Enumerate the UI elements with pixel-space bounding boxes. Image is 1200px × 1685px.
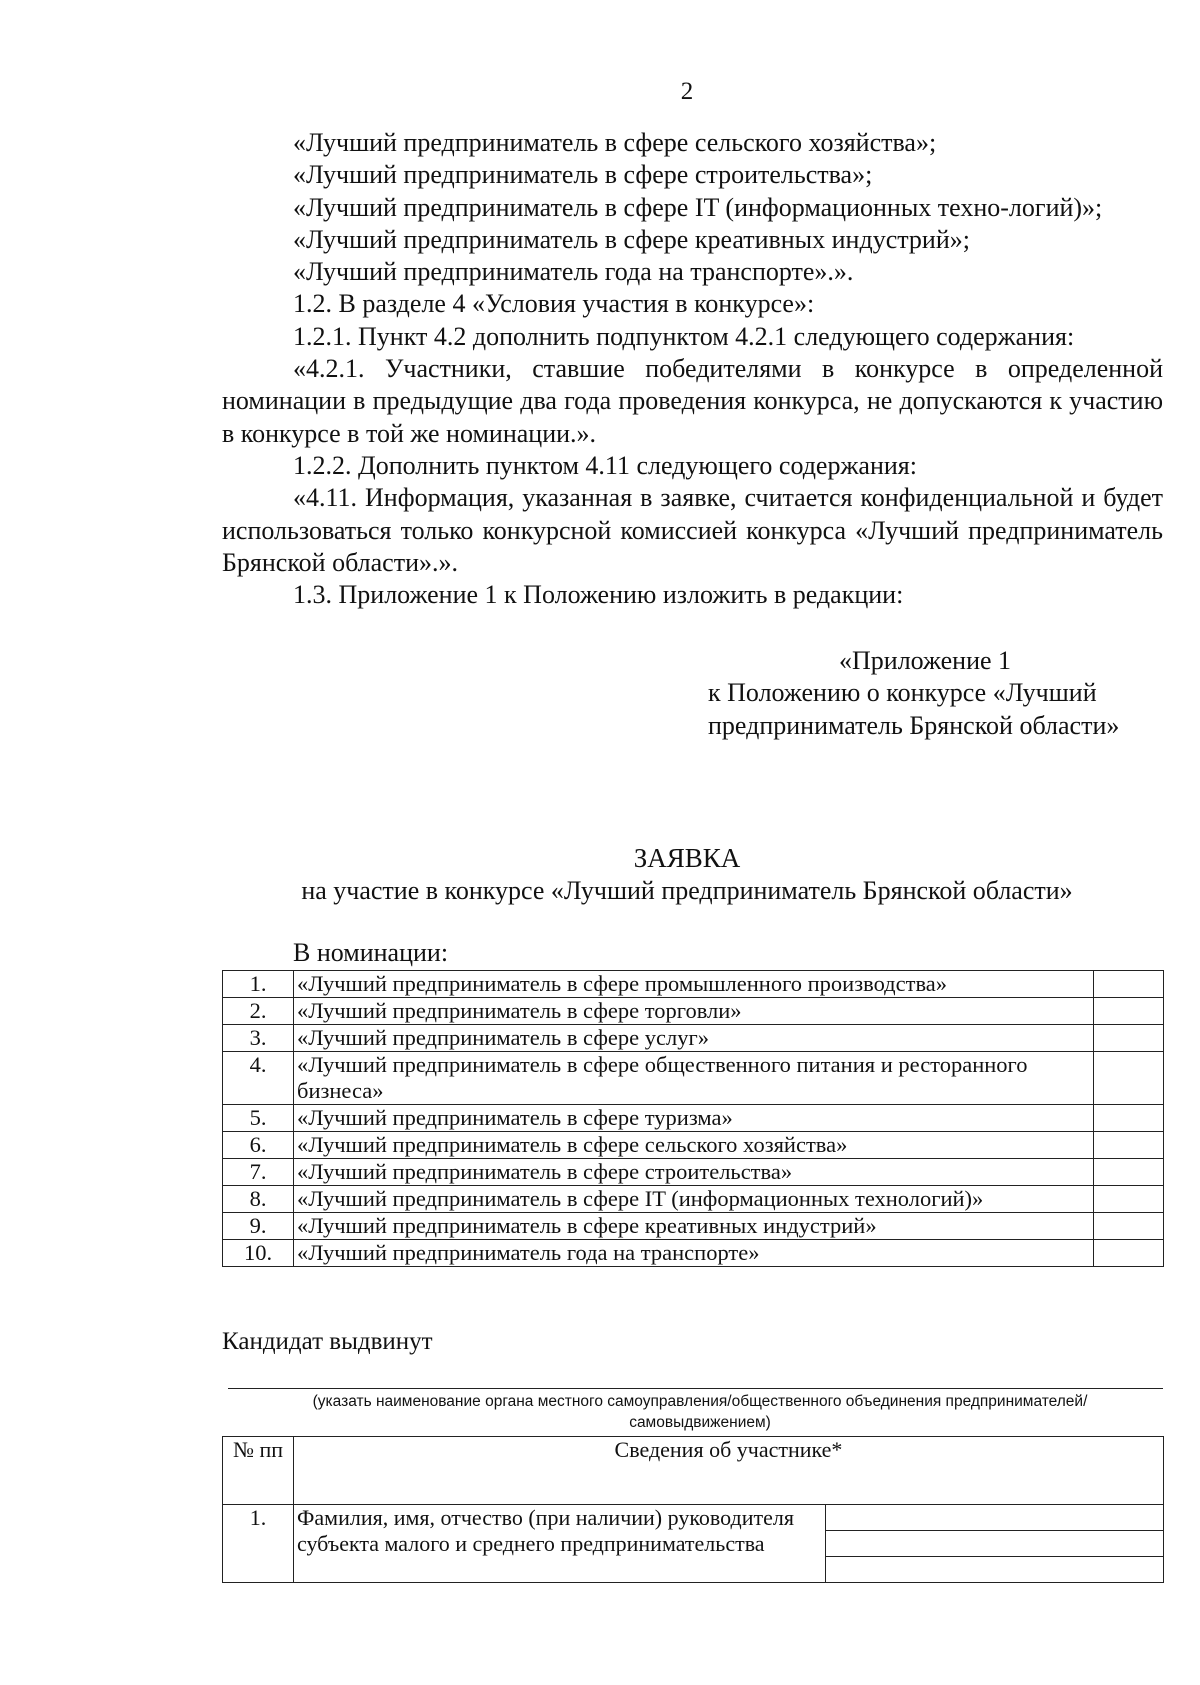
row-number: 10.: [223, 1240, 294, 1267]
table-row: [223, 1505, 1164, 1583]
nomination-name: «Лучший предприниматель в сфере туризма»: [294, 1105, 1094, 1132]
row-number: 1.: [223, 1505, 294, 1583]
candidate-label: Кандидат выдвинут: [222, 1328, 433, 1355]
table-row: [223, 1132, 1164, 1159]
table-row: [223, 971, 1164, 998]
checkbox-cell[interactable]: [1094, 1025, 1164, 1052]
nomination-name: «Лучший предприниматель в сфере креативных индустрий»: [294, 1213, 1094, 1240]
form-title: ЗАЯВКА: [633, 843, 741, 873]
nomination-name: «Лучший предприниматель в сфере торговли»: [294, 998, 1094, 1025]
row-number: 7.: [223, 1159, 294, 1186]
paragraph: «4.2.1. Участники, ставшие победителями в конкурсе в определенной номинации в предыдущие два года проведения конкурса, не допускаются к участию в конкурсе в той же номинации.».: [222, 354, 1163, 448]
header-title: Сведения об участнике*: [294, 1437, 1164, 1505]
table-row: [223, 1052, 1164, 1105]
nomination-name: «Лучший предприниматель в сфере строительства»: [294, 1159, 1094, 1186]
checkbox-cell[interactable]: [1094, 1159, 1164, 1186]
answer-line[interactable]: [826, 1557, 1163, 1582]
row-number: 3.: [223, 1025, 294, 1052]
checkbox-cell[interactable]: [1094, 1186, 1164, 1213]
checkbox-cell[interactable]: [1094, 1052, 1164, 1105]
form-subtitle: на участие в конкурсе «Лучший предприниматель Брянской области»: [301, 876, 1073, 905]
checkbox-cell[interactable]: [1094, 971, 1164, 998]
row-number: 4.: [223, 1052, 294, 1105]
appendix-line: предприниматель Брянской области»: [708, 710, 1120, 740]
table-row: [223, 1186, 1164, 1213]
header-number: № пп: [223, 1437, 294, 1505]
nomination-name: «Лучший предприниматель года на транспорте»: [294, 1240, 1094, 1267]
page-number: 2: [680, 78, 694, 105]
row-number: 2.: [223, 998, 294, 1025]
table-row: [223, 1159, 1164, 1186]
appendix-line: к Положению о конкурсе «Лучший: [708, 678, 1097, 708]
row-number: 8.: [223, 1186, 294, 1213]
answer-cell[interactable]: [826, 1505, 1164, 1583]
paragraph: «Лучший предприниматель в сфере строительства»;: [293, 160, 873, 190]
paragraph: 1.3. Приложение 1 к Положению изложить в редакции:: [293, 580, 904, 610]
table-header-row: [223, 1437, 1164, 1505]
row-number: 6.: [223, 1132, 294, 1159]
fill-in-line[interactable]: [228, 1388, 1163, 1389]
table-row: [223, 1213, 1164, 1240]
nomination-name: «Лучший предприниматель в сфере IT (информационных технологий)»: [294, 1186, 1094, 1213]
paragraph: «Лучший предприниматель в сфере IT (информационных техно-логий)»;: [293, 192, 1103, 222]
participant-info-table: [222, 1436, 1164, 1583]
row-number: 1.: [223, 971, 294, 998]
paragraph: «Лучший предприниматель в сфере сельского хозяйства»;: [293, 128, 937, 157]
table-row: [223, 1240, 1164, 1267]
section-heading: 1.2. В разделе 4 «Условия участия в конкурсе»:: [293, 289, 815, 319]
nomination-name: «Лучший предприниматель в сфере сельского хозяйства»: [294, 1132, 1094, 1159]
nomination-name: «Лучший предприниматель в сфере промышленного производства»: [294, 971, 1094, 998]
table-row: [223, 998, 1164, 1025]
paragraph: «Лучший предприниматель в сфере креативных индустрий»;: [293, 224, 970, 254]
appendix-header: [708, 645, 1119, 742]
paragraph: 1.2.1. Пункт 4.2 дополнить подпунктом 4.2.1 следующего содержания:: [293, 321, 1075, 351]
checkbox-cell[interactable]: [1094, 1240, 1164, 1267]
checkbox-cell[interactable]: [1094, 1105, 1164, 1132]
row-number: 9.: [223, 1213, 294, 1240]
row-label: Фамилия, имя, отчество (при наличии) руководителя субъекта малого и среднего предпринимательства: [294, 1505, 826, 1583]
nomination-label: В номинации:: [293, 938, 449, 967]
answer-line[interactable]: [826, 1505, 1163, 1531]
checkbox-cell[interactable]: [1094, 1213, 1164, 1240]
checkbox-cell[interactable]: [1094, 998, 1164, 1025]
checkbox-cell[interactable]: [1094, 1132, 1164, 1159]
nomination-name: «Лучший предприниматель в сфере услуг»: [294, 1025, 1094, 1052]
row-number: 5.: [223, 1105, 294, 1132]
appendix-line: «Приложение 1: [839, 646, 1012, 675]
table-row: [223, 1025, 1164, 1052]
table-row: [223, 1105, 1164, 1132]
paragraph: «4.11. Информация, указанная в заявке, считается конфиденциальной и будет использоваться только конкурсной комиссией конкурса «Лучший предприниматель Брянской области».».: [222, 483, 1163, 577]
nomination-name: «Лучший предприниматель в сфере общественного питания и ресторанного бизнеса»: [294, 1052, 1094, 1105]
paragraph: «Лучший предприниматель года на транспорте».».: [293, 257, 854, 287]
nomination-table: [222, 970, 1164, 1267]
document-body: [222, 127, 1163, 611]
answer-line[interactable]: [826, 1531, 1163, 1557]
candidate-hint: (указать наименование органа местного самоуправления/общественного объединения предпринимателей/самовыдвижением): [312, 1393, 1088, 1431]
paragraph: 1.2.2. Дополнить пунктом 4.11 следующего содержания:: [293, 450, 917, 480]
